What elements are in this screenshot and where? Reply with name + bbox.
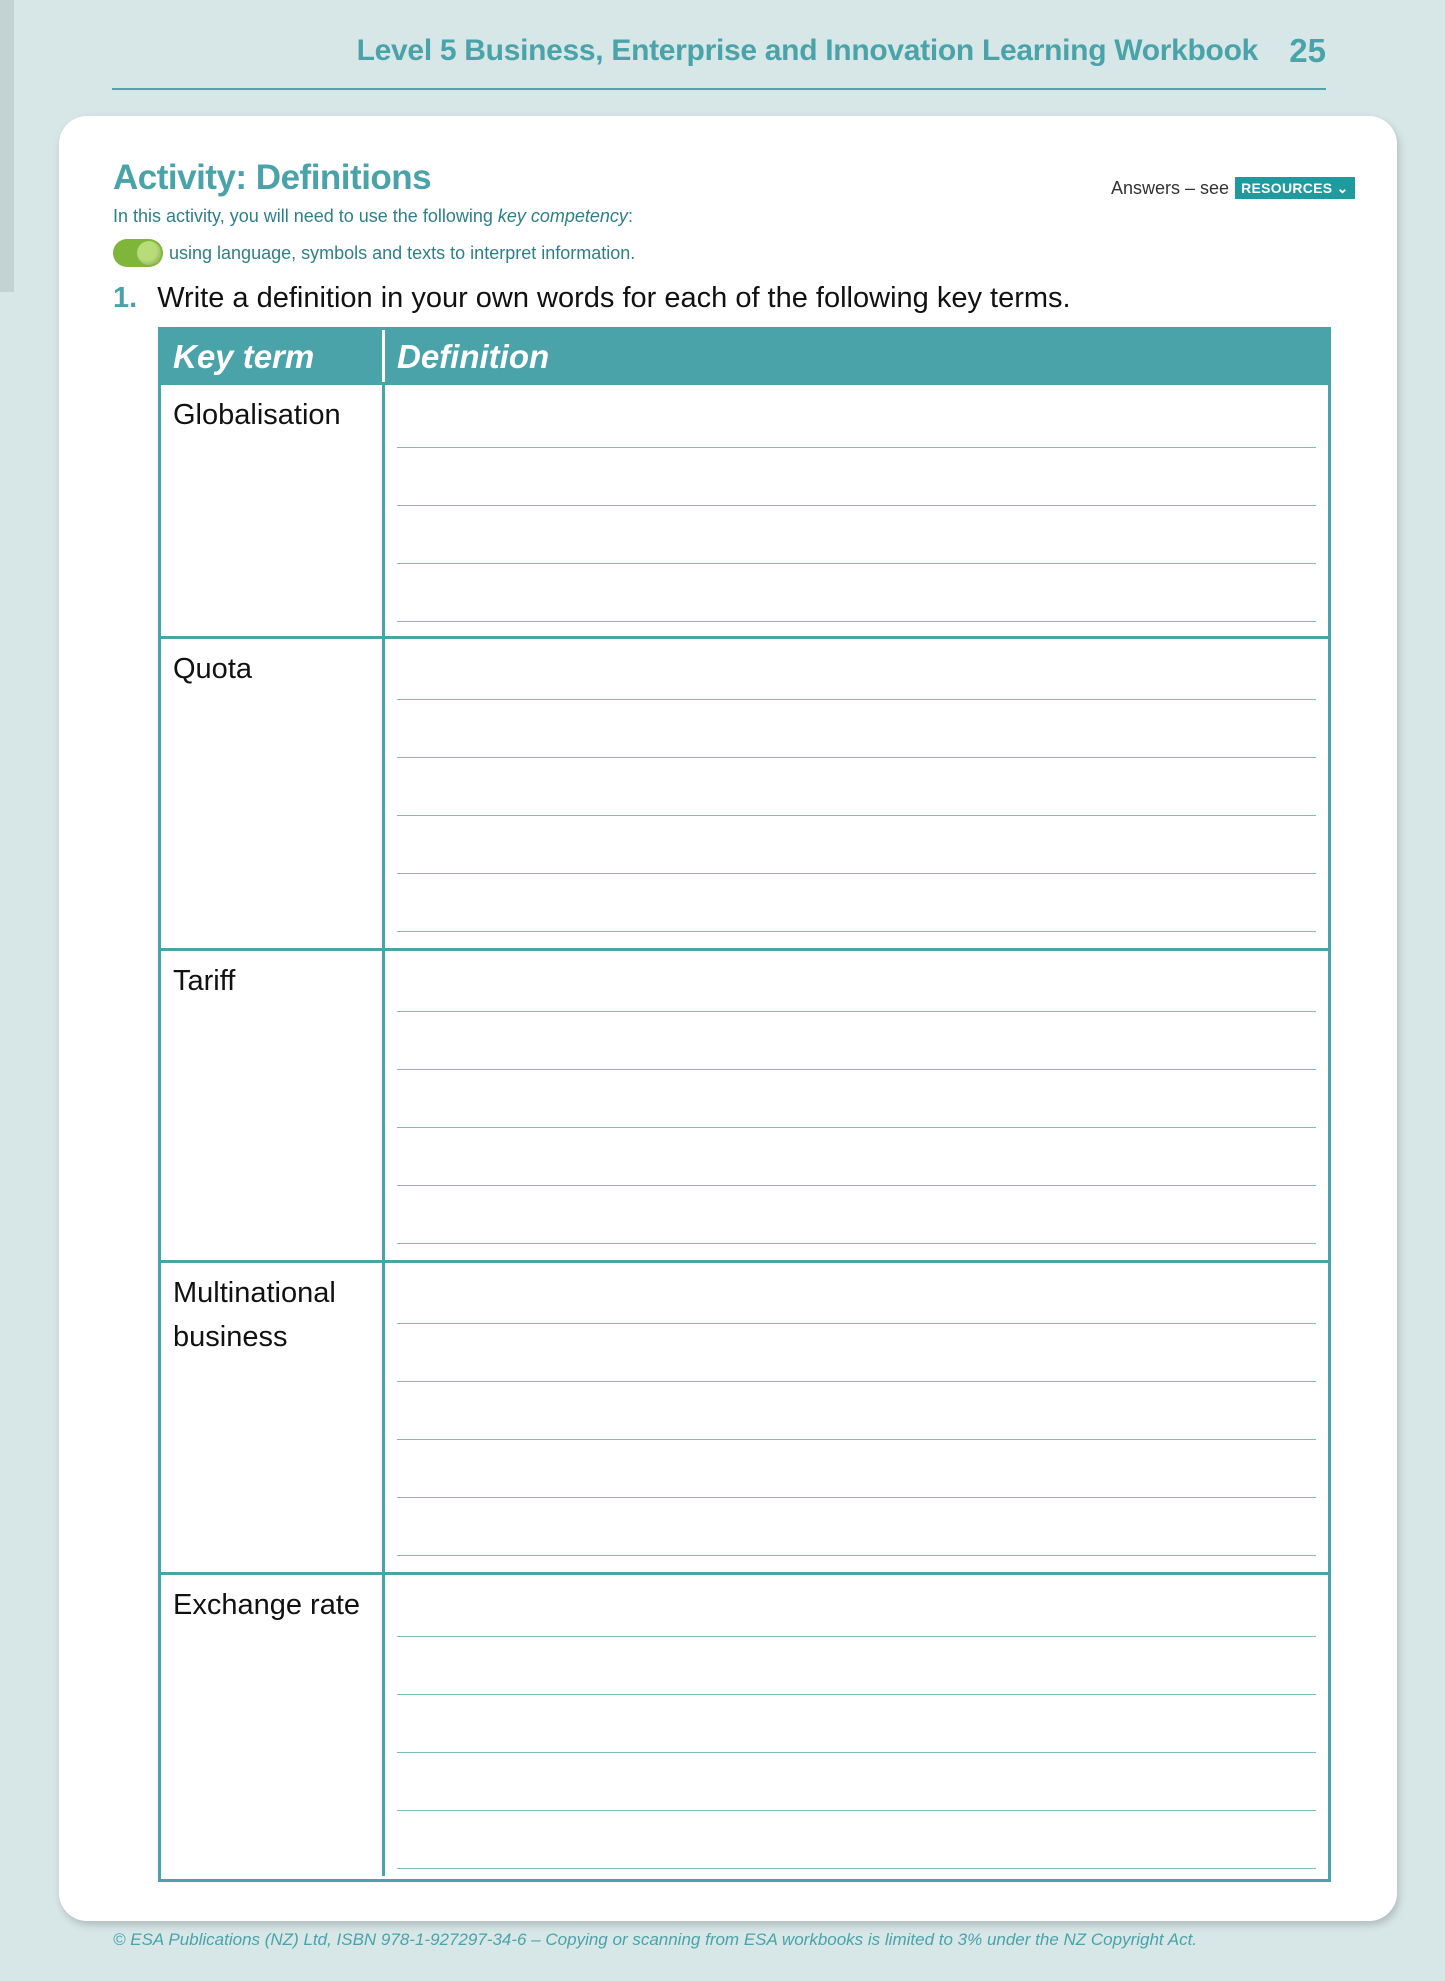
page-edge-tab — [0, 0, 14, 292]
writing-line — [397, 1127, 1316, 1128]
question-text: Write a definition in your own words for each of the following key terms. — [157, 282, 1071, 314]
term-tariff: Tariff — [161, 951, 385, 1260]
writing-line — [397, 1011, 1316, 1012]
table-row — [161, 1572, 1328, 1876]
writing-line — [397, 1069, 1316, 1070]
writing-line — [397, 447, 1316, 448]
definition-answer-area[interactable] — [385, 951, 1328, 1260]
writing-line — [397, 621, 1316, 622]
writing-line — [397, 1555, 1316, 1556]
writing-line — [397, 699, 1316, 700]
intro-emphasis: key competency — [497, 206, 628, 226]
workbook-title: Level 5 Business, Enterprise and Innovation Learning Workbook — [356, 34, 1258, 67]
header-definition: Definition — [397, 338, 550, 375]
table-row — [161, 1260, 1328, 1572]
writing-line — [397, 1381, 1316, 1382]
answers-prefix: Answers – see — [1111, 177, 1230, 198]
definitions-table — [158, 327, 1331, 1882]
term-quota: Quota — [161, 639, 385, 948]
activity-title: Activity: Definitions — [113, 158, 432, 197]
competency-toggle-icon — [113, 239, 163, 267]
page-number: 25 — [1289, 32, 1326, 69]
writing-line — [397, 757, 1316, 758]
page-header — [112, 30, 1326, 90]
writing-line — [397, 931, 1316, 932]
writing-line — [397, 815, 1316, 816]
table-row — [161, 382, 1328, 636]
writing-line — [397, 1439, 1316, 1440]
answers-reference — [1111, 175, 1355, 201]
writing-line — [397, 1636, 1316, 1637]
writing-line — [397, 1185, 1316, 1186]
writing-line — [397, 1243, 1316, 1244]
writing-line — [397, 1810, 1316, 1811]
writing-line — [397, 1497, 1316, 1498]
intro-text — [113, 206, 633, 227]
writing-line — [397, 563, 1316, 564]
writing-line — [397, 1323, 1316, 1324]
competency-text: using language, symbols and texts to interpret information. — [169, 242, 636, 263]
term-multinational-business: Multinational business — [161, 1263, 385, 1572]
competency-row — [113, 238, 635, 268]
writing-line — [397, 505, 1316, 506]
definition-answer-area[interactable] — [385, 639, 1328, 948]
copyright-footer: © ESA Publications (NZ) Ltd, ISBN 978-1-927297-34-6 – Copying or scanning from ESA workbooks is limited to 3% under the NZ Copyright Act. — [113, 1930, 1198, 1949]
intro-suffix: : — [627, 206, 633, 226]
question-1 — [113, 282, 1071, 315]
definition-answer-area[interactable] — [385, 385, 1328, 636]
intro-lead: In this activity, you will need to use the following — [113, 206, 498, 226]
definition-answer-area[interactable] — [385, 1263, 1328, 1572]
writing-line — [397, 1752, 1316, 1753]
resources-button[interactable]: RESOURCES ⌄ — [1235, 177, 1355, 199]
term-exchange-rate: Exchange rate — [161, 1575, 385, 1876]
header-key-term: Key term — [161, 330, 385, 382]
table-row — [161, 948, 1328, 1260]
table-row — [161, 636, 1328, 948]
term-globalisation: Globalisation — [161, 385, 385, 636]
writing-line — [397, 1868, 1316, 1869]
table-header — [161, 330, 1328, 382]
writing-line — [397, 873, 1316, 874]
definition-answer-area[interactable] — [385, 1575, 1328, 1876]
writing-line — [397, 1694, 1316, 1695]
question-number: 1. — [113, 282, 138, 314]
